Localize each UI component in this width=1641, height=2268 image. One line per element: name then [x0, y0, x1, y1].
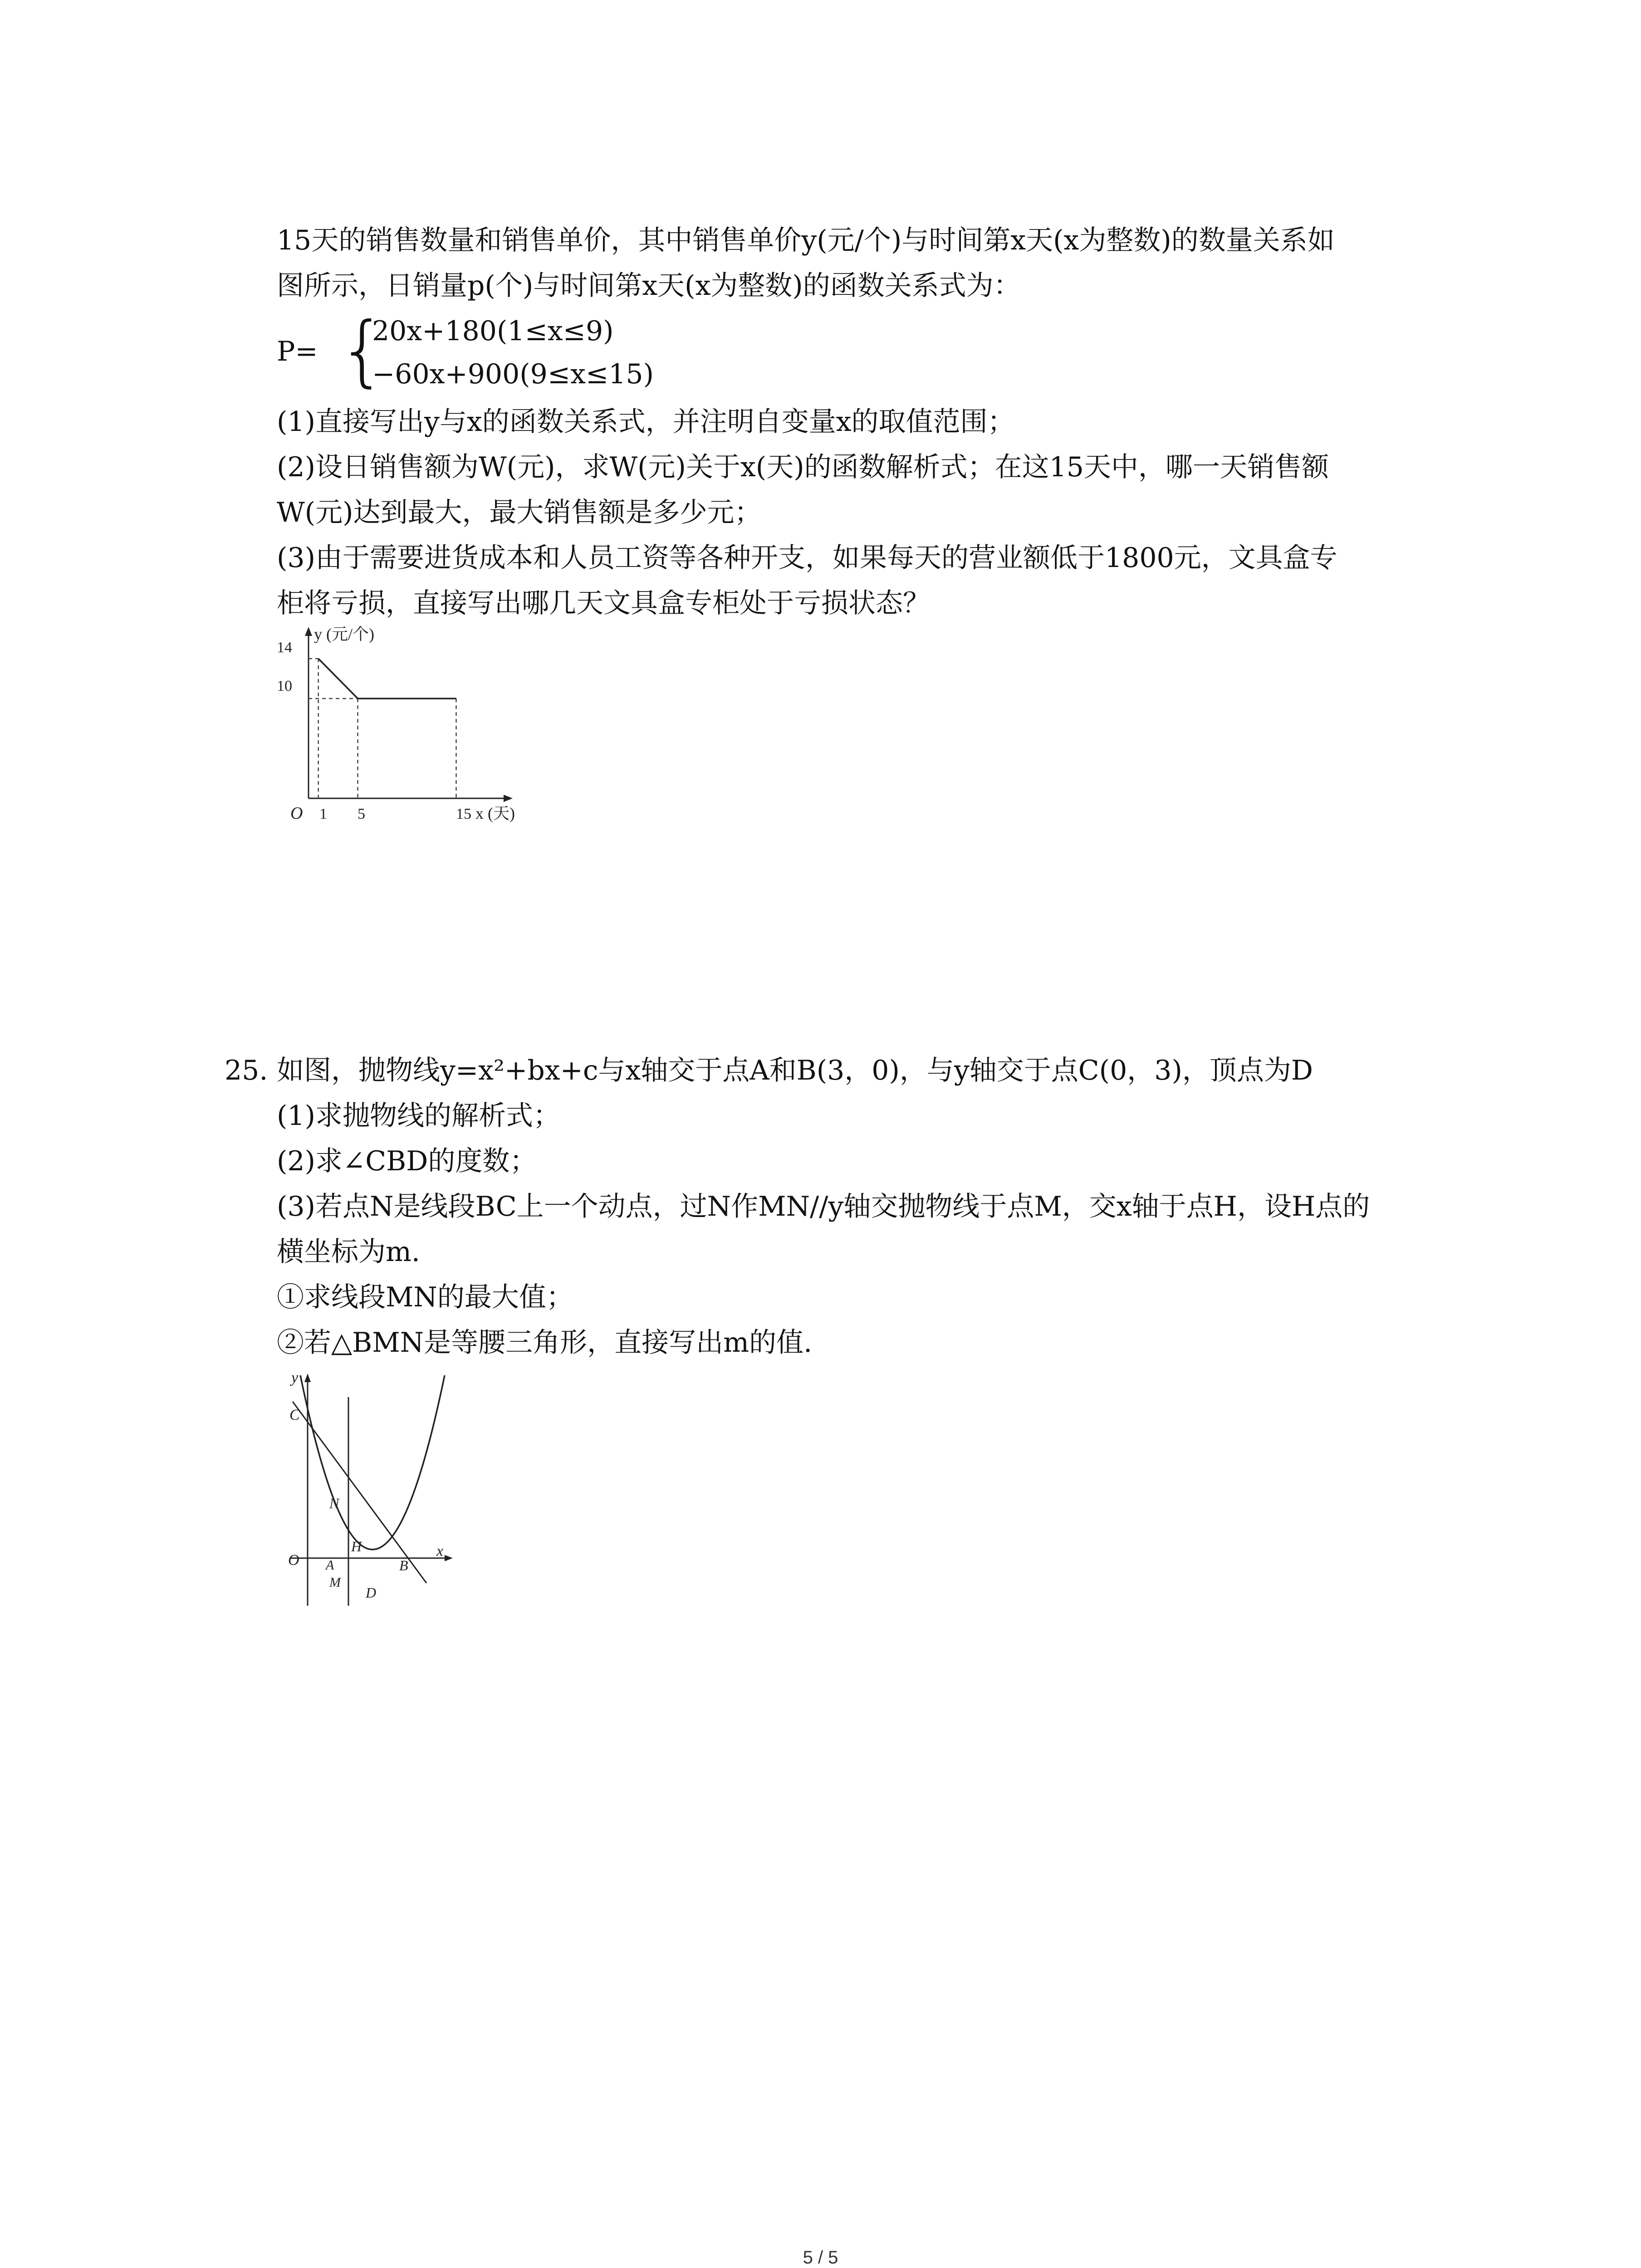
- q24-price-graph: [272, 626, 526, 830]
- page-number: 5 / 5: [803, 2248, 838, 2268]
- q25-parabola: [300, 1375, 445, 1549]
- q24-line-2: 图所示，日销量p(个)与时间第x天(x为整数)的函数关系式为：: [277, 270, 1021, 302]
- q25-sub-3b: 横坐标为m.: [277, 1236, 420, 1268]
- q25-x-arrow: [445, 1555, 453, 1561]
- q25-x-axis-label: x: [436, 1543, 444, 1559]
- q24-x-tick-5: 5: [358, 806, 365, 822]
- q24-y-tick-14: 14: [277, 639, 292, 656]
- q25-sub-3-i: ①求线段MN的最大值；: [277, 1281, 573, 1313]
- q24-y-tick-10: 10: [277, 678, 292, 694]
- q24-sub-2a: (2)设日销售额为W(元)，求W(元)关于x(天)的函数解析式；在这15天中，哪一天销售额: [277, 451, 1329, 483]
- q24-y-axis-label: y (元/个): [314, 626, 374, 643]
- q25-point-n: N: [329, 1495, 339, 1511]
- q24-x-tick-15: 15: [456, 806, 471, 822]
- q25-point-c: C: [289, 1407, 300, 1423]
- q25-point-h: H: [351, 1538, 362, 1554]
- q25-parabola-graph: [272, 1370, 463, 1615]
- q24-p-label: P=: [277, 336, 318, 367]
- q24-x-tick-1: 1: [319, 806, 327, 822]
- q24-origin-label: O: [290, 804, 303, 823]
- q25-number: 25.: [225, 1055, 268, 1086]
- q24-sub-3a: (3)由于需要进货成本和人员工资等各种开支，如果每天的营业额低于1800元，文具盒专: [277, 542, 1337, 574]
- q24-x-arrow: [504, 795, 513, 802]
- q25-y-axis-label: y: [291, 1370, 299, 1386]
- q25-point-m: M: [329, 1575, 341, 1590]
- q24-y-arrow: [305, 627, 312, 636]
- q25-point-d: D: [366, 1584, 377, 1601]
- q24-sub-1: (1)直接写出y与x的函数关系式，并注明自变量x的取值范围；: [277, 406, 1015, 438]
- q25-point-a: A: [326, 1558, 334, 1573]
- q24-x-axis-label: x (天): [475, 804, 515, 822]
- q24-piece-2: −60x+900(9≤x≤15): [372, 358, 654, 390]
- q24-sub-2b: W(元)达到最大，最大销售额是多少元；: [277, 497, 762, 528]
- q25-sub-3-ii: ②若△BMN是等腰三角形，直接写出m的值.: [277, 1327, 813, 1359]
- q24-sub-3b: 柜将亏损，直接写出哪几天文具盒专柜处于亏损状态？: [277, 587, 930, 619]
- q25-sub-2: (2)求∠CBD的度数；: [277, 1145, 537, 1177]
- q24-line-1: 15天的销售数量和销售单价，其中销售单价y(元/个)与时间第x天(x为整数)的数量关系如: [277, 225, 1335, 256]
- q25-point-b: B: [399, 1557, 408, 1574]
- q25-stem: 如图，抛物线y=x²+bx+c与x轴交于点A和B(3，0)，与y轴交于点C(0，3)，顶点为D: [277, 1055, 1313, 1086]
- piecewise-brace: {: [338, 306, 387, 396]
- q24-piece-1: 20x+180(1≤x≤9): [372, 315, 614, 347]
- q25-sub-3a: (3)若点N是线段BC上一个动点，过N作MN//y轴交抛物线于点M，交x轴于点H，设H点的: [277, 1191, 1370, 1222]
- q25-y-arrow: [304, 1374, 311, 1382]
- q25-sub-1: (1)求抛物线的解析式；: [277, 1100, 560, 1132]
- q25-origin-label: O: [288, 1552, 299, 1569]
- q24-price-line: [318, 659, 456, 699]
